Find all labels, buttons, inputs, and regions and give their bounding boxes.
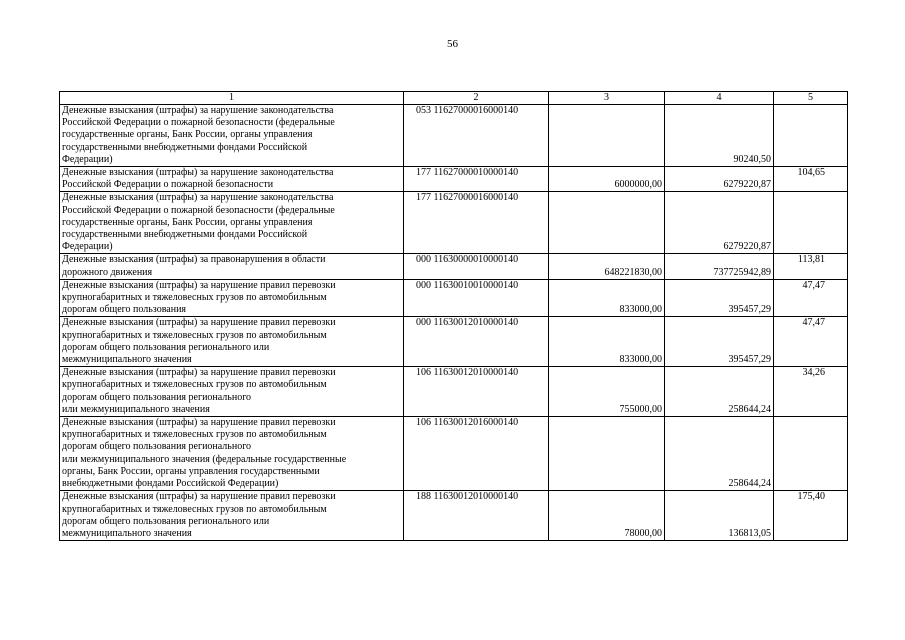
percent-cell [774,105,848,167]
percent-cell: 113,81 [774,254,848,279]
description-cell: Денежные взыскания (штрафы) за нарушение правил перевозки крупногабаритных и тяжеловесных грузов по автомобильным дорогам общего пользования регионального или межмуниципального значения [60,367,404,417]
description-cell: Денежные взыскания (штрафы) за нарушение законодательства Российской Федерации о пожарной безопасности [60,167,404,192]
table-row [60,317,848,367]
plan-cell: 755000,00 [549,367,665,417]
revenue-table [59,91,848,541]
table-row [60,105,848,167]
table-row [60,367,848,417]
header-row [60,92,848,105]
code-cell: 106 11630012016000140 [404,417,549,491]
plan-cell: 648221830,00 [549,254,665,279]
code-cell: 000 11630010010000140 [404,279,549,317]
plan-cell [549,417,665,491]
fact-cell: 136813,05 [665,491,774,541]
table-row [60,417,848,491]
description-cell: Денежные взыскания (штрафы) за нарушение правил перевозки крупногабаритных и тяжеловесных грузов по автомобильным дорогам общего пользования [60,279,404,317]
fact-cell: 737725942,89 [665,254,774,279]
fact-cell: 258644,24 [665,367,774,417]
column-header: 3 [549,92,665,105]
table-row [60,192,848,254]
description-cell: Денежные взыскания (штрафы) за правонарушения в области дорожного движения [60,254,404,279]
percent-cell: 47,47 [774,279,848,317]
fact-cell: 258644,24 [665,417,774,491]
table-row [60,491,848,541]
table-row [60,254,848,279]
column-header: 1 [60,92,404,105]
plan-cell [549,105,665,167]
code-cell: 106 11630012010000140 [404,367,549,417]
plan-cell: 833000,00 [549,279,665,317]
plan-cell: 6000000,00 [549,167,665,192]
description-cell: Денежные взыскания (штрафы) за нарушение законодательства Российской Федерации о пожарной безопасности (федеральные государственные органы, Банк России, органы управления государственными внебюджетными фондами Российской Федерации) [60,192,404,254]
column-header: 5 [774,92,848,105]
table-row [60,167,848,192]
percent-cell: 34,26 [774,367,848,417]
plan-cell: 78000,00 [549,491,665,541]
page-number: 56 [447,38,458,50]
column-header: 2 [404,92,549,105]
code-cell: 177 11627000010000140 [404,167,549,192]
description-cell: Денежные взыскания (штрафы) за нарушение законодательства Российской Федерации о пожарной безопасности (федеральные государственные органы, Банк России, органы управления государственными внебюджетными фондами Российской Федерации) [60,105,404,167]
code-cell: 053 11627000016000140 [404,105,549,167]
percent-cell [774,192,848,254]
plan-cell: 833000,00 [549,317,665,367]
table-row [60,279,848,317]
code-cell: 000 11630000010000140 [404,254,549,279]
description-cell: Денежные взыскания (штрафы) за нарушение правил перевозки крупногабаритных и тяжеловесных грузов по автомобильным дорогам общего пользования регионального или межмуниципального значения [60,491,404,541]
fact-cell: 395457,29 [665,317,774,367]
plan-cell [549,192,665,254]
fact-cell: 6279220,87 [665,192,774,254]
percent-cell: 47,47 [774,317,848,367]
fact-cell: 395457,29 [665,279,774,317]
description-cell: Денежные взыскания (штрафы) за нарушение правил перевозки крупногабаритных и тяжеловесных грузов по автомобильным дорогам общего пользования регионального или межмуниципального значения [60,317,404,367]
code-cell: 188 11630012010000140 [404,491,549,541]
fact-cell: 90240,50 [665,105,774,167]
description-cell: Денежные взыскания (штрафы) за нарушение правил перевозки крупногабаритных и тяжеловесных грузов по автомобильным дорогам общего пользования регионального или межмуниципального значения (федеральные государственные органы, Банк России, органы управления государственными внебюджетными фондами Российской Федерации) [60,417,404,491]
fact-cell: 6279220,87 [665,167,774,192]
code-cell: 177 11627000016000140 [404,192,549,254]
percent-cell [774,417,848,491]
column-header: 4 [665,92,774,105]
code-cell: 000 11630012010000140 [404,317,549,367]
percent-cell: 175,40 [774,491,848,541]
percent-cell: 104,65 [774,167,848,192]
